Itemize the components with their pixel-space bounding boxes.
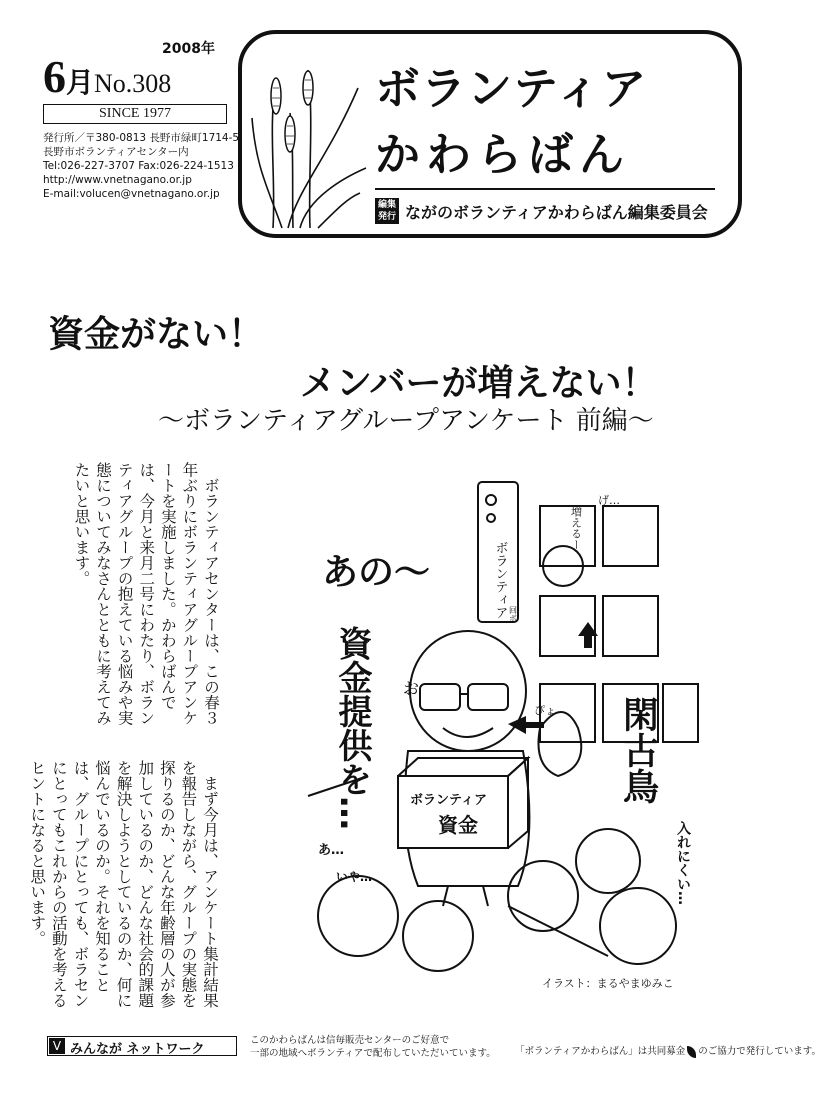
- publisher-line: http://www.vnetnagano.or.jp: [43, 174, 192, 186]
- masthead-title-line2: かわらばん: [375, 128, 631, 181]
- distribution-note-line: 一部の地域へボランティアで配布していただいています。: [250, 1048, 496, 1059]
- article-subtitle: ～ボランティアグループアンケート 前編～: [158, 406, 654, 436]
- masthead-title-line1: ボランティア: [375, 62, 648, 115]
- issue-year: 2008年: [162, 41, 215, 57]
- window-text-2: げ…: [598, 494, 620, 507]
- issue-month-number: 6: [43, 51, 66, 102]
- speech-funding-offer: 資金提供を…: [332, 626, 372, 830]
- illustration-credit: イラスト：まるやまゆみこ: [542, 977, 674, 990]
- headline-funding: 資金がない！: [48, 314, 265, 355]
- distribution-note-line: このかわらばんは信毎販売センターのご好意で: [250, 1035, 450, 1046]
- kankodori-label: 閑古鳥: [617, 696, 659, 804]
- since-label: SINCE 1977: [43, 104, 227, 124]
- headline-members: メンバーが増えない！: [300, 363, 658, 404]
- issue-number: [43, 50, 171, 103]
- publisher-line: E-mail:volucen@vnetnagano.or.jp: [43, 188, 220, 200]
- community-chest-note: [515, 1043, 821, 1058]
- editorial-committee: ながのボランティアかわらばん編集委員会: [405, 203, 708, 222]
- cartoon-illustration: [308, 466, 700, 988]
- community-chest-note-post: のご協力で発行しています。: [698, 1046, 821, 1057]
- crowd-voice-c: 入れにくい…: [675, 821, 691, 905]
- red-feather-icon: [687, 1046, 696, 1058]
- building-sign-text: ボランティア: [492, 541, 508, 619]
- crowd-voice-a: あ…: [318, 843, 345, 858]
- bird-sound: ぴょ: [534, 704, 556, 717]
- network-section-label: [47, 1036, 237, 1056]
- distribution-note: [250, 1034, 496, 1060]
- edit-publish-badge: 編集発行: [375, 198, 399, 224]
- box-label-volunteer: ボランティア: [410, 793, 487, 808]
- check-icon: V: [49, 1038, 65, 1054]
- publisher-line: 長野市ボランティアセンター内: [43, 146, 189, 158]
- community-chest-note-pre: 「ボランティアかわらばん」は共同募金: [515, 1046, 686, 1057]
- issue-month-kanji: 月: [66, 66, 95, 99]
- crowd-voice-b: いや…: [336, 870, 373, 884]
- issue-no: No.308: [94, 69, 172, 98]
- publisher-info: [43, 131, 239, 201]
- speech-small: お: [403, 679, 420, 698]
- masthead-divider: [375, 188, 715, 190]
- window-text: 増えるー: [569, 506, 583, 550]
- speech-ano: あの～: [322, 552, 431, 593]
- reed-plant-icon: [248, 58, 378, 230]
- building-sign-sub: 回ボ: [508, 606, 518, 622]
- publisher-line: Tel:026-227-3707 Fax:026-224-1513: [43, 160, 234, 172]
- article-paragraph-2: まず今月は、アンケート集計結果を報告しながら、グループの実態を探りるのか、どんな年齢層の人が参加しているのか、どんな社会的課題を解決しようとしているのか、何に悩んでいるのか。それを知ることは、グループにとっても、ボラセンにとってもこれからの活動を考えるヒントになると思います。: [28, 760, 219, 1008]
- article-paragraph-1: ボランティアセンターは、この春３年ぶりにボランティアグループアンケートを実施しました。かわらばんでは、今月と来月二号にわたり、ボランティアグループの抱えている悩みや実態についてみなさんとともに考えてみたいと思います。: [72, 462, 220, 726]
- network-label-text: みんなが ネットワーク: [70, 1042, 205, 1057]
- box-label-funds: 資金: [438, 813, 478, 837]
- publisher-line: 発行所／〒380-0813 長野市緑町1714-5: [43, 132, 240, 144]
